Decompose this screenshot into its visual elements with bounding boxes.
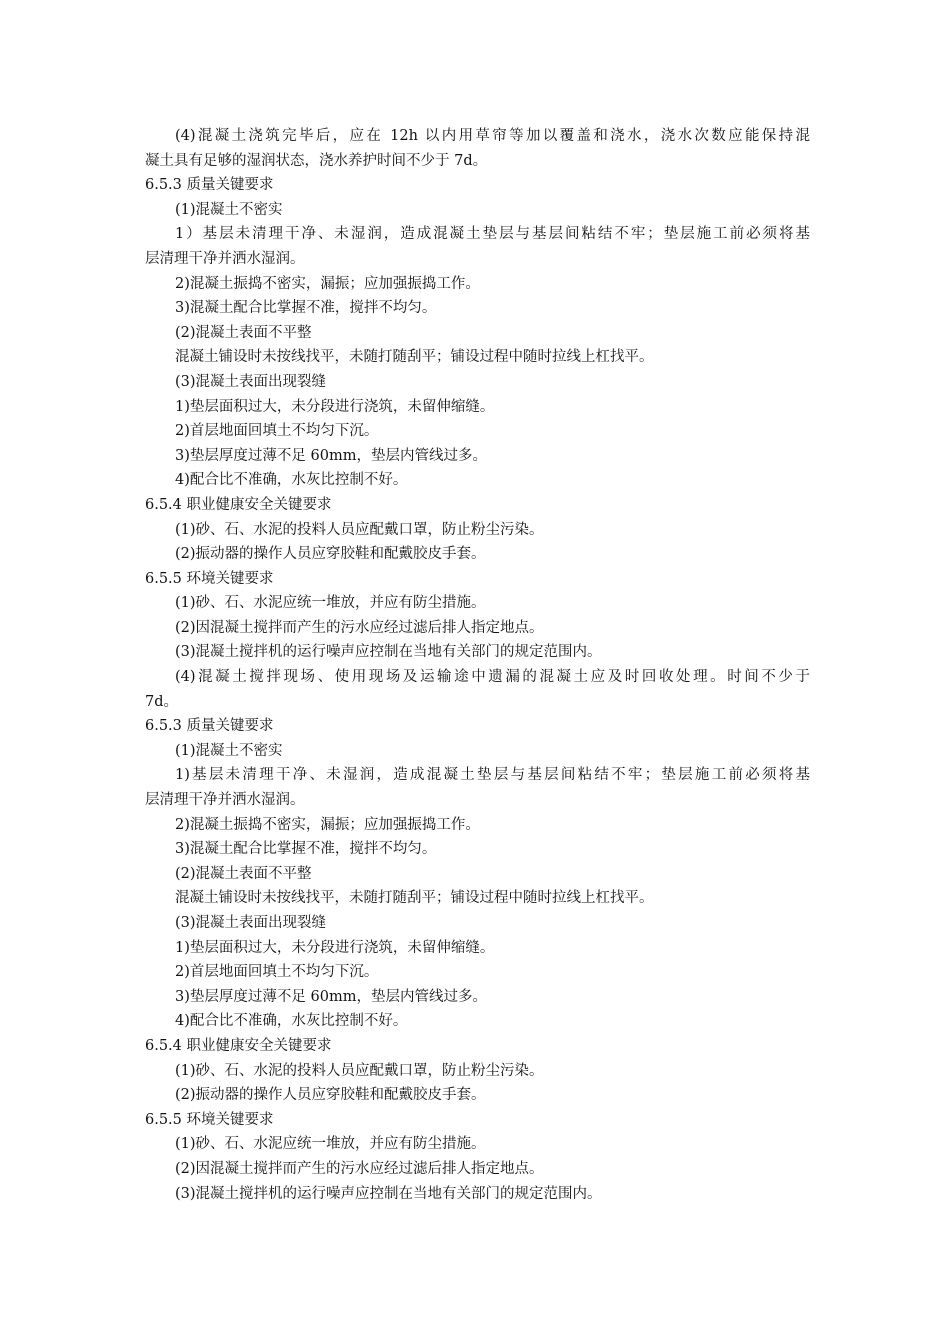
text-line: 2)首层地面回填土不均匀下沉。	[175, 964, 379, 981]
text-line: (3)混凝土搅拌机的运行噪声应控制在当地有关部门的规定范围内。	[175, 1185, 602, 1202]
text-line: 层清理干净并洒水湿润。	[145, 250, 305, 267]
document-body	[145, 124, 810, 1206]
text-line: 2)混凝土振捣不密实，漏振；应加强振捣工作。	[175, 275, 480, 292]
text-line: (2)因混凝土搅拌而产生的污水应经过滤后排人指定地点。	[175, 1160, 544, 1177]
section-heading: 6.5.3 质量关键要求	[145, 177, 274, 194]
text-line: 4)配合比不准确，水灰比控制不好。	[175, 472, 408, 489]
text-line: (2)振动器的操作人员应穿胶鞋和配戴胶皮手套。	[175, 546, 486, 563]
text-line: (3)混凝土表面出现裂缝	[175, 373, 327, 390]
text-line: 混凝土铺设时未按线找平，未随打随刮平；铺设过程中随时拉线上杠找平。	[175, 349, 654, 366]
text-line: 3)垫层厚度过薄不足 60mm，垫层内管线过多。	[175, 447, 487, 464]
text-line: 混凝土铺设时未按线找平，未随打随刮平；铺设过程中随时拉线上杠找平。	[175, 890, 654, 907]
text-line: 3)混凝土配合比掌握不准，搅拌不均匀。	[175, 300, 437, 317]
text-line: 凝土具有足够的湿润状态，浇水养护时间不少于 7d。	[145, 152, 488, 169]
text-line: (1)砂、石、水泥的投料人员应配戴口罩，防止粉尘污染。	[175, 1062, 544, 1079]
text-line: 7d。	[145, 693, 179, 710]
section-heading: 6.5.3 质量关键要求	[145, 718, 274, 735]
text-line: (2)振动器的操作人员应穿胶鞋和配戴胶皮手套。	[175, 1087, 486, 1104]
text-line: 3)混凝土配合比掌握不准，搅拌不均匀。	[175, 841, 437, 858]
text-line: (1)砂、石、水泥应统一堆放，并应有防尘措施。	[175, 1136, 486, 1153]
text-line: (2)因混凝土搅拌而产生的污水应经过滤后排人指定地点。	[175, 619, 544, 636]
section-heading: 6.5.5 环境关键要求	[145, 1111, 274, 1128]
text-line: (4)混凝土浇筑完毕后，应在 12h 以内用草帘等加以覆盖和浇水，浇水次数应能保持混	[175, 128, 810, 144]
text-line: (1)混凝土不密实	[175, 742, 283, 759]
text-line: (4)混凝土搅拌现场、使用现场及运输途中遗漏的混凝土应及时回收处理。时间不少于	[175, 669, 810, 686]
text-line: 2)混凝土振捣不密实，漏振；应加强振捣工作。	[175, 816, 480, 833]
text-line: 3)垫层厚度过薄不足 60mm，垫层内管线过多。	[175, 988, 487, 1005]
text-line: (1)砂、石、水泥应统一堆放，并应有防尘措施。	[175, 595, 486, 612]
text-line: 2)首层地面回填土不均匀下沉。	[175, 423, 379, 440]
section-heading: 6.5.5 环境关键要求	[145, 570, 274, 587]
text-line: 层清理干净并洒水湿润。	[145, 792, 305, 809]
text-line: (2)混凝土表面不平整	[175, 865, 312, 882]
text-line: (2)混凝土表面不平整	[175, 324, 312, 341]
text-line: (1)混凝土不密实	[175, 201, 283, 218]
text-line: 1)基层未清理干净、未湿润，造成混凝土垫层与基层间粘结不牢；垫层施工前必须将基	[175, 767, 810, 784]
section-heading: 6.5.4 职业健康安全关键要求	[145, 1037, 332, 1054]
text-line: 1)垫层面积过大，未分段进行浇筑，未留伸缩缝。	[175, 398, 495, 415]
text-line: 1)垫层面积过大，未分段进行浇筑，未留伸缩缝。	[175, 939, 495, 956]
section-heading: 6.5.4 职业健康安全关键要求	[145, 496, 332, 513]
text-line: (1)砂、石、水泥的投料人员应配戴口罩，防止粉尘污染。	[175, 521, 544, 538]
text-line: 4)配合比不准确，水灰比控制不好。	[175, 1013, 408, 1030]
text-line: (3)混凝土表面出现裂缝	[175, 915, 327, 931]
text-line: 1）基层未清理干净、未湿润，造成混凝土垫层与基层间粘结不牢；垫层施工前必须将基	[175, 226, 810, 243]
text-line: (3)混凝土搅拌机的运行噪声应控制在当地有关部门的规定范围内。	[175, 644, 602, 661]
